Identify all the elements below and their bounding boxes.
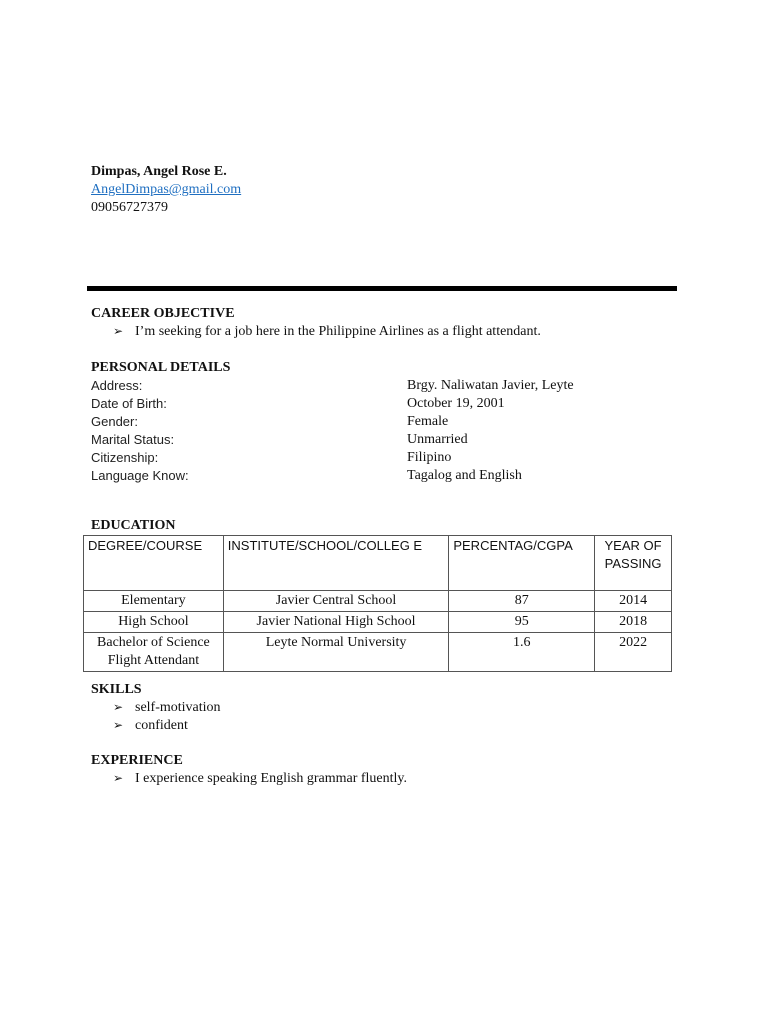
detail-value: Brgy. Naliwatan Javier, Leyte — [407, 378, 574, 393]
table-cell: Leyte Normal University — [223, 633, 449, 672]
detail-label: Language Know: — [91, 468, 189, 483]
section-divider — [87, 286, 677, 291]
contact-name: Dimpas, Angel Rose E. — [91, 164, 227, 179]
education-table — [83, 535, 672, 672]
column-header: PERCENTAG/CGPA — [449, 536, 595, 591]
personal-detail-row — [91, 396, 681, 414]
table-cell: 2018 — [595, 612, 672, 633]
detail-value: Female — [407, 414, 449, 429]
detail-label: Marital Status: — [91, 432, 175, 447]
detail-value: Filipino — [407, 450, 452, 465]
table-cell: Elementary — [84, 591, 224, 612]
detail-label: Date of Birth: — [91, 396, 167, 411]
contact-phone: 09056727379 — [91, 200, 168, 215]
detail-label: Gender: — [91, 414, 138, 429]
detail-value: Tagalog and English — [407, 468, 522, 483]
personal-details-heading: PERSONAL DETAILS — [91, 360, 231, 375]
table-row — [84, 591, 672, 612]
personal-detail-row — [91, 450, 681, 468]
career-objective-item — [113, 324, 541, 340]
experience-text: I experience speaking English grammar fluently. — [135, 771, 407, 786]
personal-detail-row — [91, 432, 681, 450]
skill-item — [113, 700, 221, 716]
bullet-arrow-icon: ➢ — [113, 771, 124, 785]
personal-detail-row — [91, 378, 681, 396]
table-cell: 87 — [449, 591, 595, 612]
experience-item — [113, 771, 407, 787]
skills-heading: SKILLS — [91, 682, 142, 697]
table-cell: 1.6 — [449, 633, 595, 672]
table-cell: 2022 — [595, 633, 672, 672]
table-row — [84, 612, 672, 633]
table-cell: High School — [84, 612, 224, 633]
table-cell: 95 — [449, 612, 595, 633]
education-heading: EDUCATION — [91, 518, 176, 533]
detail-value: October 19, 2001 — [407, 396, 505, 411]
table-row — [84, 633, 672, 672]
table-cell: 2014 — [595, 591, 672, 612]
career-objective-heading: CAREER OBJECTIVE — [91, 306, 235, 321]
career-objective-text: I’m seeking for a job here in the Philippine Airlines as a flight attendant. — [135, 324, 541, 339]
column-header: INSTITUTE/SCHOOL/COLLEG E — [223, 536, 449, 591]
table-cell: Bachelor of Science Flight Attendant — [84, 633, 224, 672]
bullet-arrow-icon: ➢ — [113, 718, 124, 732]
bullet-arrow-icon: ➢ — [113, 324, 124, 338]
skill-text: confident — [135, 718, 188, 733]
detail-label: Citizenship: — [91, 450, 159, 465]
column-header: DEGREE/COURSE — [84, 536, 224, 591]
personal-detail-row — [91, 414, 681, 432]
skill-text: self-motivation — [135, 700, 221, 715]
table-header-row — [84, 536, 672, 591]
contact-email-link[interactable]: AngelDimpas@gmail.com — [91, 182, 242, 197]
personal-detail-row — [91, 468, 681, 486]
detail-label: Address: — [91, 378, 143, 393]
bullet-arrow-icon: ➢ — [113, 700, 124, 714]
table-cell: Javier National High School — [223, 612, 449, 633]
column-header: YEAR OF PASSING — [595, 536, 672, 591]
skill-item — [113, 718, 188, 734]
detail-value: Unmarried — [407, 432, 468, 447]
table-cell: Javier Central School — [223, 591, 449, 612]
experience-heading: EXPERIENCE — [91, 753, 183, 768]
